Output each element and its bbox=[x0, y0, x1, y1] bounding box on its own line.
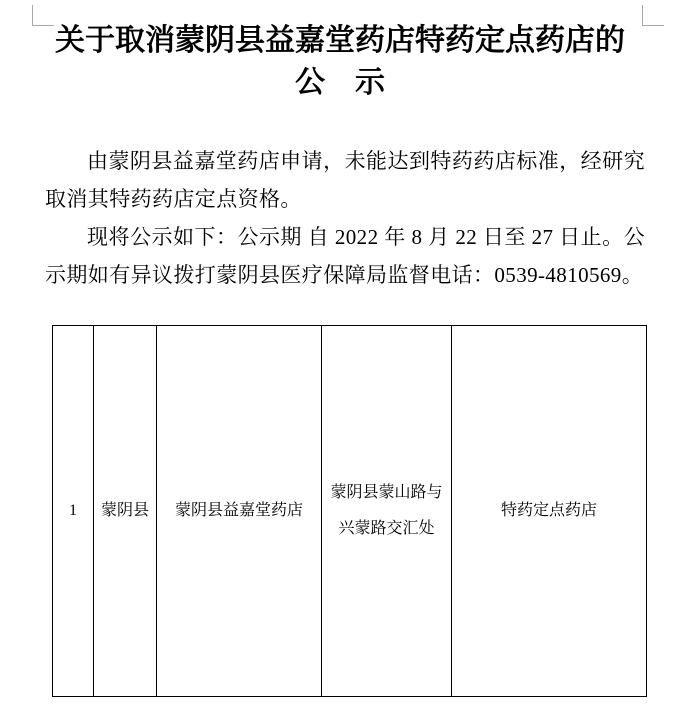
pharmacy-table bbox=[52, 325, 647, 697]
paragraph-1-line-2: 取消其特药药店定点资格。 bbox=[45, 187, 302, 211]
paragraph-2-line-2: 示期如有异议拨打蒙阴县医疗保障局监督电话：0539-4810569。 bbox=[45, 263, 644, 287]
table-cell-pharmacy-name: 蒙阴县益嘉堂药店 bbox=[156, 326, 321, 696]
paragraph-2-line-1: 现将公示如下：公示期 自 2022 年 8 月 22 日至 27 日止。公 bbox=[87, 225, 645, 249]
document-title bbox=[0, 20, 680, 104]
title-line-2: 公 示 bbox=[295, 66, 385, 99]
table-cell-seq: 1 bbox=[69, 502, 77, 519]
address-line-1: 蒙阴县蒙山路与 bbox=[330, 484, 443, 501]
paragraph-1-line-1: 由蒙阴县益嘉堂药店申请，未能达到特药药店标准，经研究 bbox=[87, 149, 645, 173]
announcement-body bbox=[45, 142, 645, 294]
table-cell-address bbox=[321, 326, 451, 696]
table-cell-designation: 特药定点药店 bbox=[451, 326, 646, 696]
table-cell-county: 蒙阴县 bbox=[93, 326, 156, 696]
title-line-1: 关于取消蒙阴县益嘉堂药店特药定点药店的 bbox=[55, 24, 625, 57]
address-line-2: 兴蒙路交汇处 bbox=[338, 520, 435, 537]
